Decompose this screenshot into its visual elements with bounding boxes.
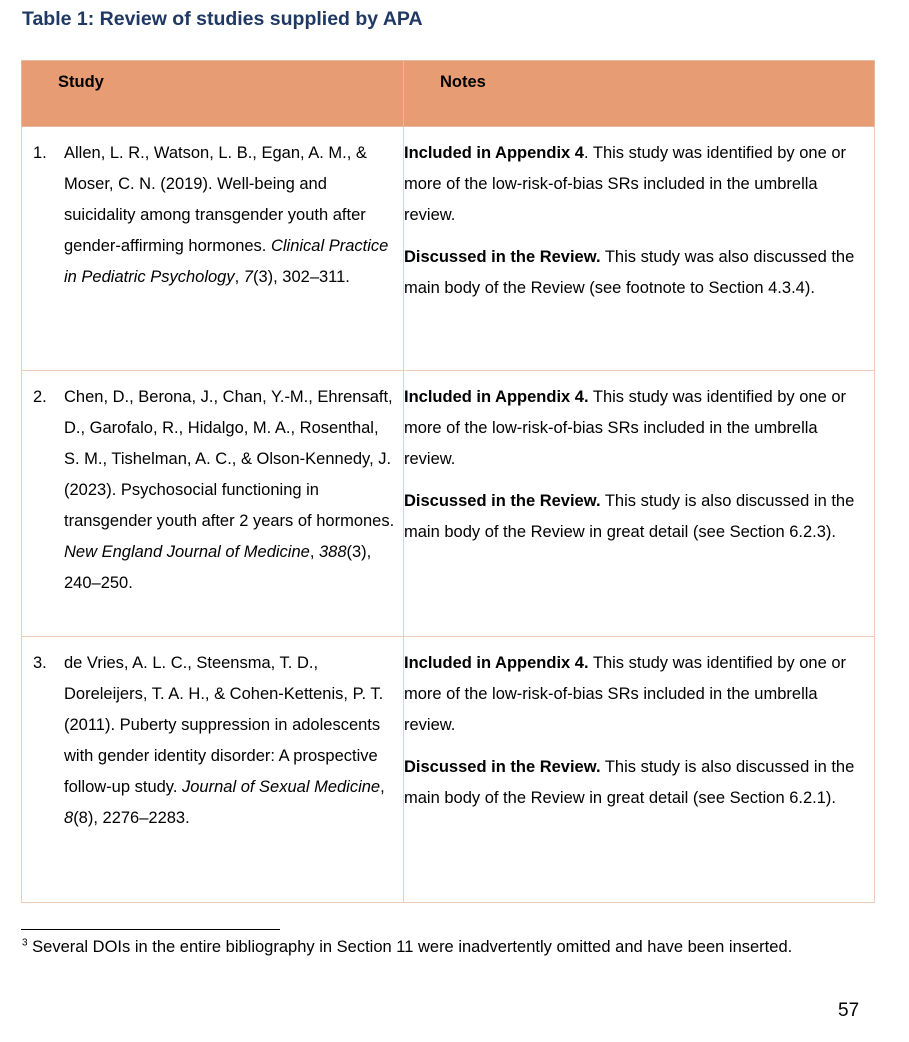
note-appendix: Included in Appendix 4. This study was identified by one or more of the low-risk-of-bias SRs included in the umbrella review.: [404, 144, 847, 224]
table-caption: Table 1: Review of studies supplied by APA: [22, 8, 423, 30]
notes-cell: [404, 637, 875, 903]
note-discussed: Discussed in the Review. This study was also discussed the main body of the Review (see footnote to Section 4.3.4).: [404, 248, 855, 297]
row-number: 3.: [33, 654, 47, 672]
footnote-separator: [21, 929, 280, 930]
row-number: 1.: [33, 144, 47, 162]
footnote: [22, 938, 792, 957]
note-appendix: Included in Appendix 4. This study was identified by one or more of the low-risk-of-bias SRs included in the umbrella review.: [404, 654, 846, 734]
journal-title: Clinical Practice in Pediatric Psychology: [64, 237, 389, 286]
header-notes: Notes: [404, 61, 875, 127]
study-citation: de Vries, A. L. C., Steensma, T. D., Doreleijers, T. A. H., & Cohen-Kettenis, P. T. (2011). Puberty suppression in adolescents with gender identity disorder: A prospective follow-up study. Journal of Sexual Medicine, 8(8), 2276–2283.: [64, 654, 385, 827]
journal-title: Journal of Sexual Medicine: [182, 778, 381, 796]
study-cell: [22, 637, 404, 903]
study-citation: Allen, L. R., Watson, L. B., Egan, A. M., & Moser, C. N. (2019). Well-being and suicidality among transgender youth after gender-affirming hormones. Clinical Practice in Pediatric Psychology, 7(3), 302–311.: [64, 144, 389, 286]
journal-volume: 388: [318, 543, 347, 561]
note-discussed: Discussed in the Review. This study is also discussed in the main body of the Review in great detail (see Section 6.2.1).: [404, 758, 855, 807]
note-appendix: Included in Appendix 4. This study was identified by one or more of the low-risk-of-bias SRs included in the umbrella review.: [404, 388, 846, 468]
notes-cell: [404, 371, 875, 637]
header-study: Study: [22, 61, 404, 127]
journal-volume: 7: [243, 268, 253, 286]
table-row: [22, 127, 875, 371]
table-row: [22, 371, 875, 637]
study-cell: [22, 127, 404, 371]
table-header-row: [22, 61, 875, 127]
journal-volume: 8: [64, 809, 74, 827]
study-cell: [22, 371, 404, 637]
review-table: [21, 60, 875, 903]
page-number: 57: [838, 1000, 860, 1021]
footnote-marker: 3: [22, 937, 28, 949]
row-number: 2.: [33, 388, 47, 406]
notes-cell: [404, 127, 875, 371]
note-discussed: Discussed in the Review. This study is also discussed in the main body of the Review in great detail (see Section 6.2.3).: [404, 492, 855, 541]
journal-title: New England Journal of Medicine: [64, 543, 310, 561]
table-row: [22, 637, 875, 903]
footnote-text: Several DOIs in the entire bibliography in Section 11 were inadvertently omitted and have been inserted.: [27, 938, 793, 956]
study-citation: Chen, D., Berona, J., Chan, Y.-M., Ehrensaft, D., Garofalo, R., Hidalgo, M. A., Rosenthal, S. M., Tishelman, A. C., & Olson-Kennedy, J. (2023). Psychosocial functioning in transgender youth after 2 years of hormones. New England Journal of Medicine, 388(3), 240–250.: [64, 388, 395, 592]
